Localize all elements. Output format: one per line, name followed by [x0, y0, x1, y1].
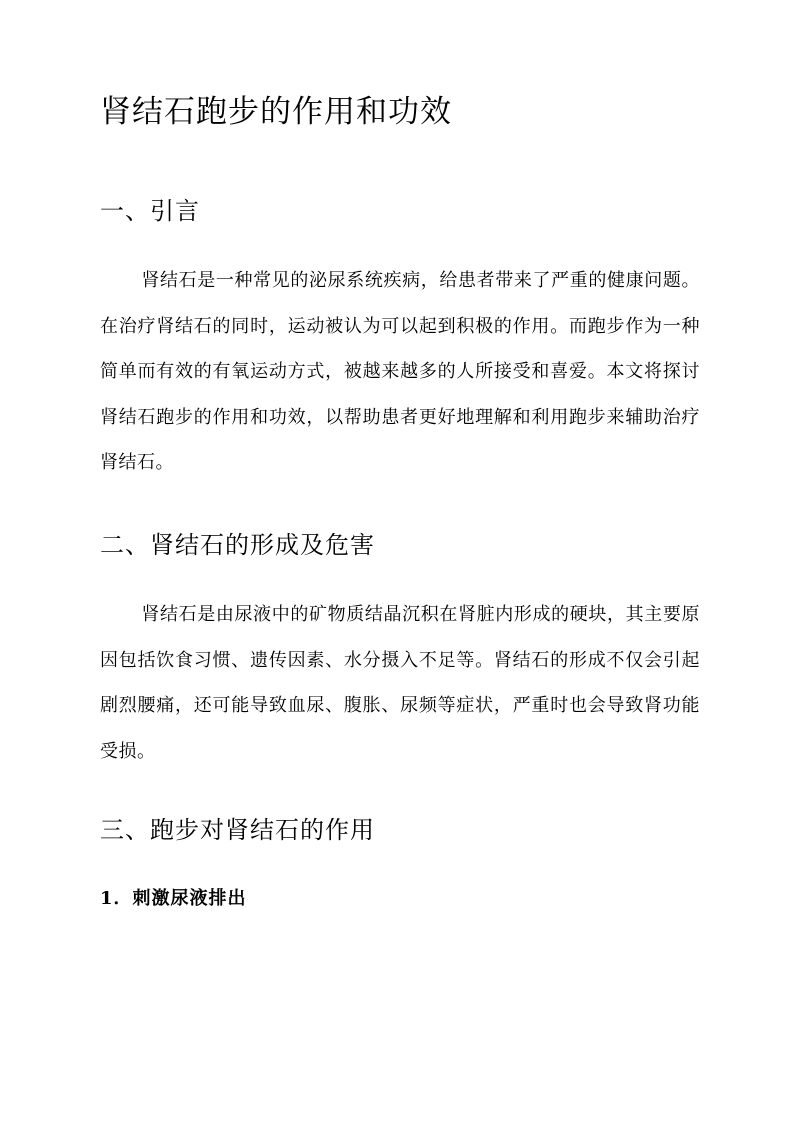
- subsection-heading-urine-excretion: 1．刺激尿液排出: [100, 888, 247, 909]
- section-heading-formation-hazards: 二、肾结石的形成及危害: [100, 531, 375, 559]
- section-heading-introduction: 一、引言: [100, 197, 200, 225]
- section-paragraph-introduction: 肾结石是一种常见的泌尿系统疾病，给患者带来了严重的健康问题。在治疗肾结石的同时，运动被认为可以起到积极的作用。而跑步作为一种简单而有效的有氧运动方式，被越来越多的人所接受和喜爱。本文将探讨肾结石跑步的作用和功效，以帮助患者更好地理解和利用跑步来辅助治疗肾结石。: [100, 270, 700, 473]
- document-title: 肾结石跑步的作用和功效: [100, 94, 452, 130]
- section-paragraph-formation-hazards: 肾结石是由尿液中的矿物质结晶沉积在肾脏内形成的硬块，其主要原因包括饮食习惯、遗传因素、水分摄入不足等。肾结石的形成不仅会引起剧烈腰痛，还可能导致血尿、腹胀、尿频等症状，严重时也会导致肾功能受损。: [100, 604, 700, 762]
- section-heading-running-effects: 三、跑步对肾结石的作用: [100, 816, 375, 844]
